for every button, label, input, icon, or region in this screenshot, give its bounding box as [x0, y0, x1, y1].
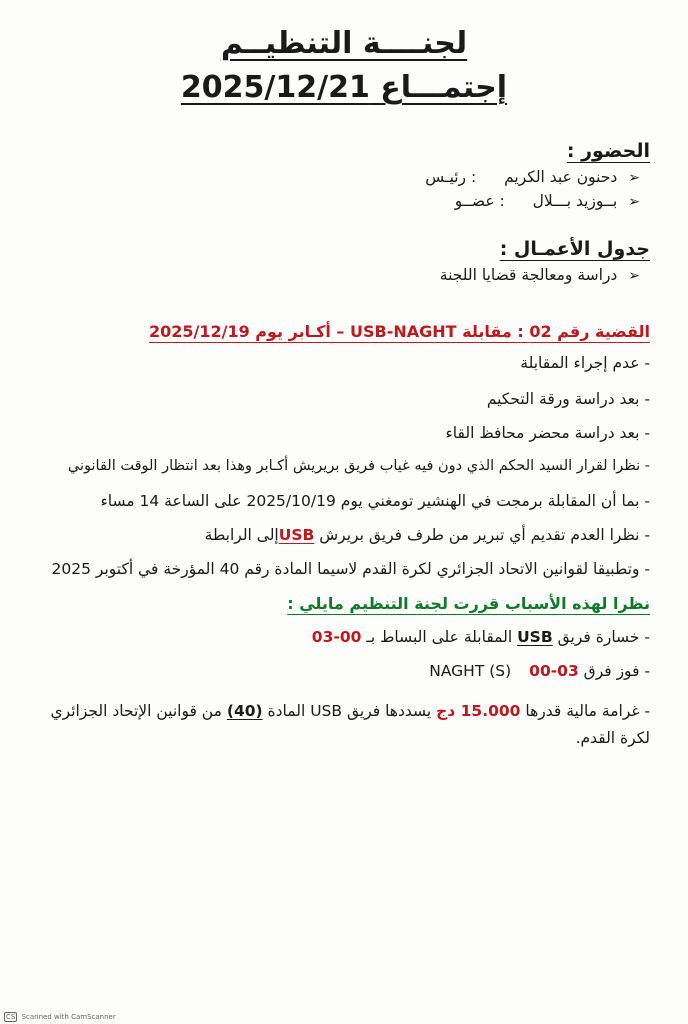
- fine-amount: 15.000 دج: [436, 702, 521, 720]
- case-point: - بعد دراسة محضر محافظ القاء: [445, 424, 650, 442]
- member-role: : عضــو: [454, 192, 505, 210]
- case-point: - بعد دراسة ورقة التحكيم: [486, 390, 650, 408]
- attendance-heading: الحضور :: [566, 140, 650, 162]
- agenda-item-text: دراسة ومعالجة قضايا اللجنة: [439, 266, 618, 284]
- scanner-text: Scanned with CamScanner: [21, 1013, 116, 1021]
- decision-text: - فوز فرق: [578, 662, 650, 680]
- decision-heading: نظرا لهذه الأسباب قررت لجنة التنظيم مايلي :: [287, 594, 650, 613]
- member-name: بــوزيد بـــلال: [532, 192, 618, 210]
- committee-title: لجنــــة التنظيــم: [220, 26, 468, 61]
- agenda-heading: جدول الأعمـال :: [499, 238, 650, 260]
- case-point-text: إلى الرابطة: [204, 526, 279, 544]
- scanner-watermark: [4, 1012, 116, 1022]
- case-point: - بما أن المقابلة برمجت في الهنشير تومغني يوم 2025/10/19 على الساعة 14 مساء: [100, 492, 650, 510]
- decision-text: - غرامة مالية قدرها: [520, 702, 650, 720]
- member-name: دحنون عبد الكريم: [504, 168, 618, 186]
- team-name: USB: [517, 628, 553, 646]
- score: 00-03: [529, 662, 579, 680]
- case-point: [38, 526, 650, 544]
- team-name: NAGHT (S): [429, 662, 512, 680]
- decision-win: [38, 662, 650, 680]
- case-point: - وتطبيقا لقوانين الاتحاد الجزائري لكرة القدم لاسيما المادة رقم 40 المؤرخة في أكتوبر 2025: [51, 560, 650, 578]
- arrow-bullet-icon: ➢: [628, 268, 640, 284]
- arrow-bullet-icon: ➢: [628, 194, 640, 210]
- decision-fine: [38, 698, 650, 752]
- case-point-text: - نظرا العدم تقديم أي تبرير من طرف فريق بريرش: [314, 526, 650, 544]
- article-number: (40): [226, 702, 263, 720]
- case-heading-row: [38, 322, 650, 341]
- meeting-date-title: إجتمـــاع 2025/12/21: [180, 70, 508, 105]
- decision-text: يسددها فريق USB المادة: [262, 702, 437, 720]
- decision-loss: [38, 628, 650, 646]
- member-row: [38, 168, 640, 186]
- case-point: - عدم إجراء المقابلة: [520, 354, 650, 372]
- case-point: - نظرا لقرار السيد الحكم الذي دون فيه غياب فريق بريريش أكـابر وهذا بعد انتظار الوقت القانوني: [67, 458, 650, 474]
- score: 00-03: [311, 628, 362, 646]
- attendance-section: [38, 140, 650, 162]
- decision-text: من قوانين الإتحاد الجزائري لكرة القدم.: [50, 702, 650, 747]
- agenda-section: [38, 238, 650, 260]
- case-heading: القضية رقم 02 : مقابلة USB-NAGHT – أكـابر يوم 2025/12/19: [148, 322, 650, 341]
- arrow-bullet-icon: ➢: [628, 170, 640, 186]
- decision-text: - خسارة فريق: [552, 628, 650, 646]
- member-row: [38, 192, 640, 210]
- decision-heading-row: [38, 594, 650, 613]
- camscanner-icon: CS: [6, 1013, 16, 1021]
- team-name: USB: [278, 526, 315, 544]
- agenda-item: [38, 266, 640, 284]
- decision-text: المقابلة على البساط بـ: [361, 628, 518, 646]
- member-role: : رئيـس: [425, 168, 477, 186]
